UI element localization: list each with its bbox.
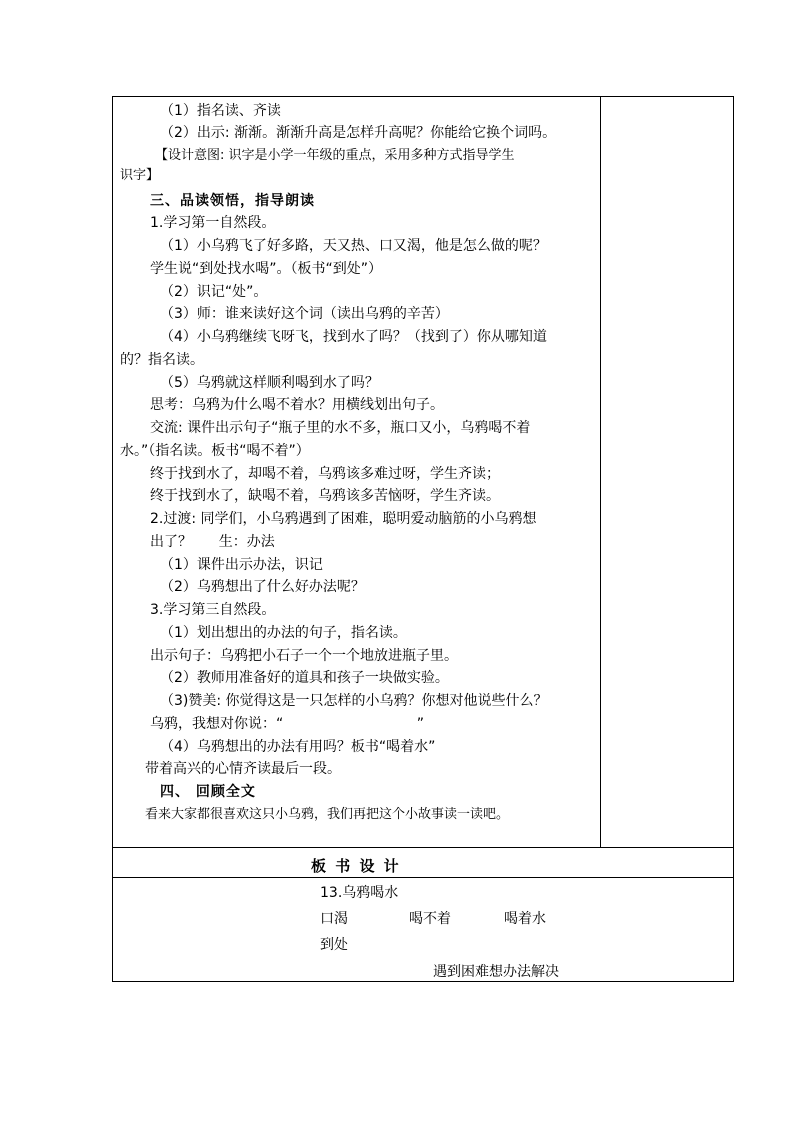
lesson-line: （2）出示: 渐渐。渐渐升高是怎样升高呢？你能给它换个词吗。 [160,125,557,141]
board-item: 口渴 [320,911,348,927]
lesson-line: 2.过渡: 同学们，小乌鸦遇到了困难，聪明爱动脑筋的小乌鸦想 [150,511,537,527]
board-item: 喝着水 [504,911,546,927]
lesson-line: 带着高兴的心情齐读最后一段。 [145,761,341,777]
lesson-line: （3)赞美: 你觉得这是一只怎样的小乌鸦？你想对他说些什么？ [160,693,548,709]
board-lesson-title: 13.乌鸦喝水 [320,885,399,901]
lesson-line: （1）小乌鸦飞了好多路，天又热、口又渴，他是怎么做的呢？ [160,238,547,254]
section-heading-4: 四、 回顾全文 [160,784,256,800]
lesson-line: （1）划出想出的办法的句子，指名读。 [160,625,407,641]
lesson-line: 乌鸦，我想对你说：“ ” [150,716,425,732]
lesson-line: （4）小乌鸦继续飞呀飞，找到水了吗？（找到了）你从哪知道 [160,329,547,345]
lesson-plan-table [112,96,734,982]
lesson-line: 1.学习第一自然段。 [150,215,276,231]
section-divider [113,847,733,848]
section-divider [113,877,733,878]
lesson-line: 终于找到水了，缺喝不着，乌鸦该多苦恼呀，学生齐读。 [150,488,500,504]
lesson-line: 交流: 课件出示句子“瓶子里的水不多，瓶口又小，乌鸦喝不着 [150,420,531,436]
lesson-line: （2）识记“处”。 [160,284,268,300]
lesson-line: （1）指名读、齐读 [160,103,281,119]
lesson-line: （2）乌鸦想出了什么好办法呢？ [160,579,365,595]
design-intent-note: 识字】 [120,168,160,183]
lesson-line: （3）师：谁来读好这个词（读出乌鸦的辛苦） [160,306,449,322]
column-divider [600,97,601,847]
lesson-line: 出示句子：乌鸦把小石子一个一个地放进瓶子里。 [150,648,458,664]
section-heading-3: 三、品读领悟，指导朗读 [150,193,315,209]
lesson-line: 看来大家都很喜欢这只小乌鸦，我们再把这个小故事读一读吧。 [145,807,510,822]
lesson-line: 3.学习第三自然段。 [150,602,276,618]
lesson-line: 出了？ 生：办法 [150,534,275,550]
board-summary: 遇到困难想办法解决 [433,964,559,980]
board-item: 喝不着 [409,911,451,927]
board-item: 到处 [320,937,348,953]
lesson-line: （1）课件出示办法，识记 [160,557,323,573]
lesson-line: （2）教师用准备好的道具和孩子一块做实验。 [160,670,449,686]
lesson-line: 终于找到水了，却喝不着，乌鸦该多难过呀，学生齐读； [150,466,500,482]
design-intent-note: 【设计意图: 识字是小学一年级的重点，采用多种方式指导学生 [155,148,515,163]
lesson-line: （4）乌鸦想出的办法有用吗？板书“喝着水” [160,739,436,755]
lesson-line: 的？指名读。 [120,352,204,368]
lesson-line: 学生说“到处找水喝”。（板书“到处”） [150,261,383,277]
lesson-line: 水。”（指名读。板书“喝不着”） [120,443,310,459]
board-design-title: 板 书 设 计 [311,857,401,875]
lesson-line: 思考：乌鸦为什么喝不着水？用横线划出句子。 [150,397,444,413]
lesson-line: （5）乌鸦就这样顺利喝到水了吗？ [160,375,379,391]
